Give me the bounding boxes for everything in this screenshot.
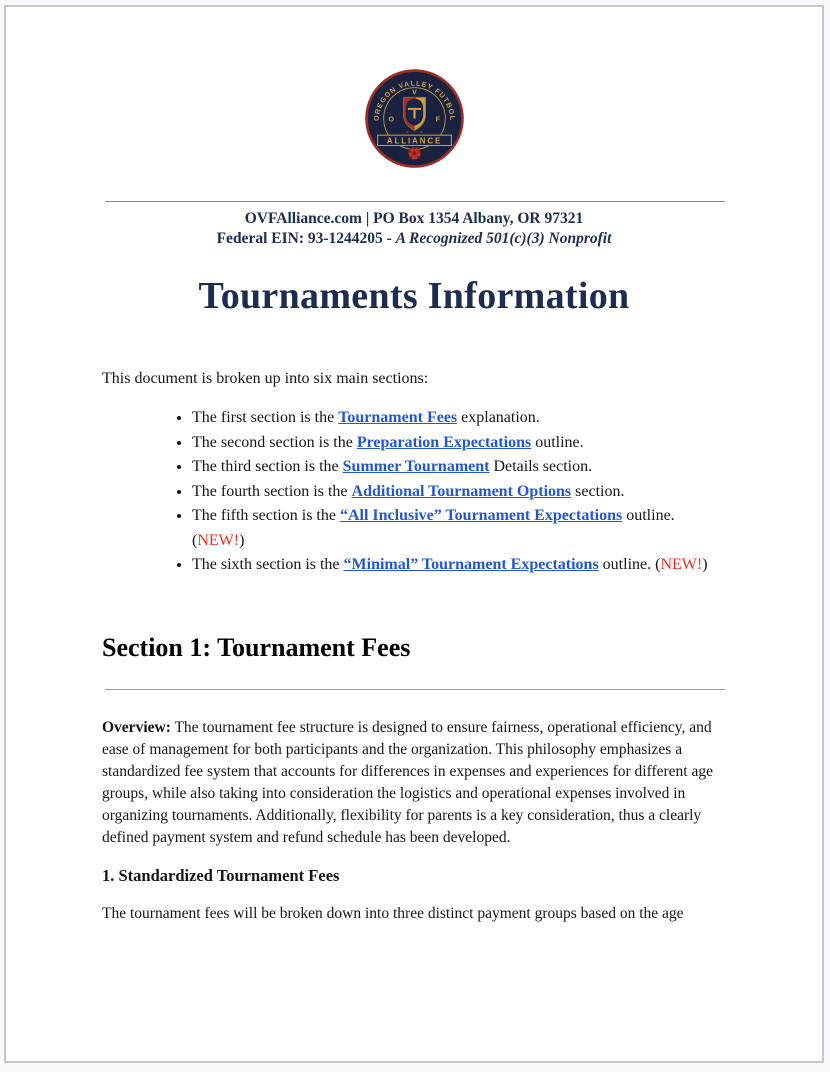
org-ein-line xyxy=(6,229,822,249)
list-item-text: The second section is the xyxy=(192,433,357,451)
letterhead-divider xyxy=(105,201,725,202)
link-minimal-expectations[interactable]: “Minimal” Tournament Expectations xyxy=(343,556,599,573)
list-item-first-section xyxy=(192,406,714,431)
ein-prefix: Federal EIN: 93-1244205 - xyxy=(216,229,396,247)
logo-star-right-icon: ★ xyxy=(419,129,424,135)
list-item-text: explanation. xyxy=(457,409,540,426)
overview-text: The tournament fee structure is designed to ensure fairness, operational efficiency, and ease of management for both participants and the organization. This philosophy emphasizes a standardized fee system that accounts for differences in expenses and experiences for different age groups, while also taking into consideration the logistics and operational expenses involved in organizing tournaments. Additionally, flexibility for parents is a key consideration, thus a clearly defined payment system and refund schedule has been developed. xyxy=(102,718,713,846)
sections-list xyxy=(192,406,714,578)
paren-close: ) xyxy=(702,556,708,573)
logo-letter-f: F xyxy=(435,116,440,124)
document-page xyxy=(4,5,824,1063)
intro-text: This document is broken up into six main sections: xyxy=(102,370,429,387)
overview-label: Overview: xyxy=(102,718,171,736)
paren-open: ( xyxy=(655,556,661,573)
subsection1-text: The tournament fees will be broken down into three distinct payment groups based on the age xyxy=(102,904,684,922)
list-item-sixth-section xyxy=(192,553,714,578)
new-badge: NEW! xyxy=(197,531,240,549)
list-item-text: The third section is the xyxy=(192,458,343,475)
link-preparation-expectations[interactable]: Preparation Expectations xyxy=(356,433,532,451)
list-item-text: The sixth section is the xyxy=(192,556,344,573)
section1-overview xyxy=(102,717,726,849)
logo-banner xyxy=(377,135,451,145)
nonprofit-note: A Recognized 501(c)(3) Nonprofit xyxy=(395,229,612,247)
list-item-second-section xyxy=(192,431,714,456)
section1-heading: Section 1: Tournament Fees xyxy=(102,632,411,662)
list-item-text: outline. xyxy=(598,556,656,573)
list-item-third-section xyxy=(192,455,714,480)
ovf-alliance-crest-icon xyxy=(364,68,465,169)
logo-letter-v: V xyxy=(411,89,417,97)
section1-divider xyxy=(105,689,725,690)
logo-letter-o: O xyxy=(388,116,394,124)
list-item-text: The fifth section is the xyxy=(192,507,340,524)
link-additional-tournament-options[interactable]: Additional Tournament Options xyxy=(351,482,572,500)
link-summer-tournament[interactable]: Summer Tournament xyxy=(342,458,490,475)
list-item-text: Details section. xyxy=(489,458,593,475)
link-all-inclusive-expectations[interactable]: “All Inclusive” Tournament Expectations xyxy=(339,507,623,524)
subsection1-heading: 1. Standardized Tournament Fees xyxy=(102,865,340,885)
link-tournament-fees[interactable]: Tournament Fees xyxy=(338,409,458,426)
list-item-text: outline. xyxy=(622,507,675,524)
paren-open: ( xyxy=(192,531,198,549)
list-item-text: The first section is the xyxy=(192,409,339,426)
list-item-text: section. xyxy=(571,482,625,500)
logo-star-left-icon: ★ xyxy=(404,129,409,135)
list-item-text: outline. xyxy=(531,433,584,451)
list-item-fifth-section xyxy=(192,504,714,553)
list-item-fourth-section xyxy=(192,480,714,505)
paren-close: ) xyxy=(239,531,245,549)
logo-soccer-ball-icon xyxy=(408,147,420,159)
list-item-text: The fourth section is the xyxy=(192,482,352,500)
page-title: Tournaments Information xyxy=(198,275,630,317)
ovf-alliance-logo xyxy=(6,68,822,169)
org-header xyxy=(6,209,822,248)
logo-banner-text: ALLIANCE xyxy=(386,136,442,146)
new-badge: NEW! xyxy=(660,556,703,573)
logo-arc-text: OREGON VALLEY FUTBOL xyxy=(373,80,455,122)
org-contact-line: OVFAlliance.com | PO Box 1354 Albany, OR 97321 xyxy=(244,210,584,227)
